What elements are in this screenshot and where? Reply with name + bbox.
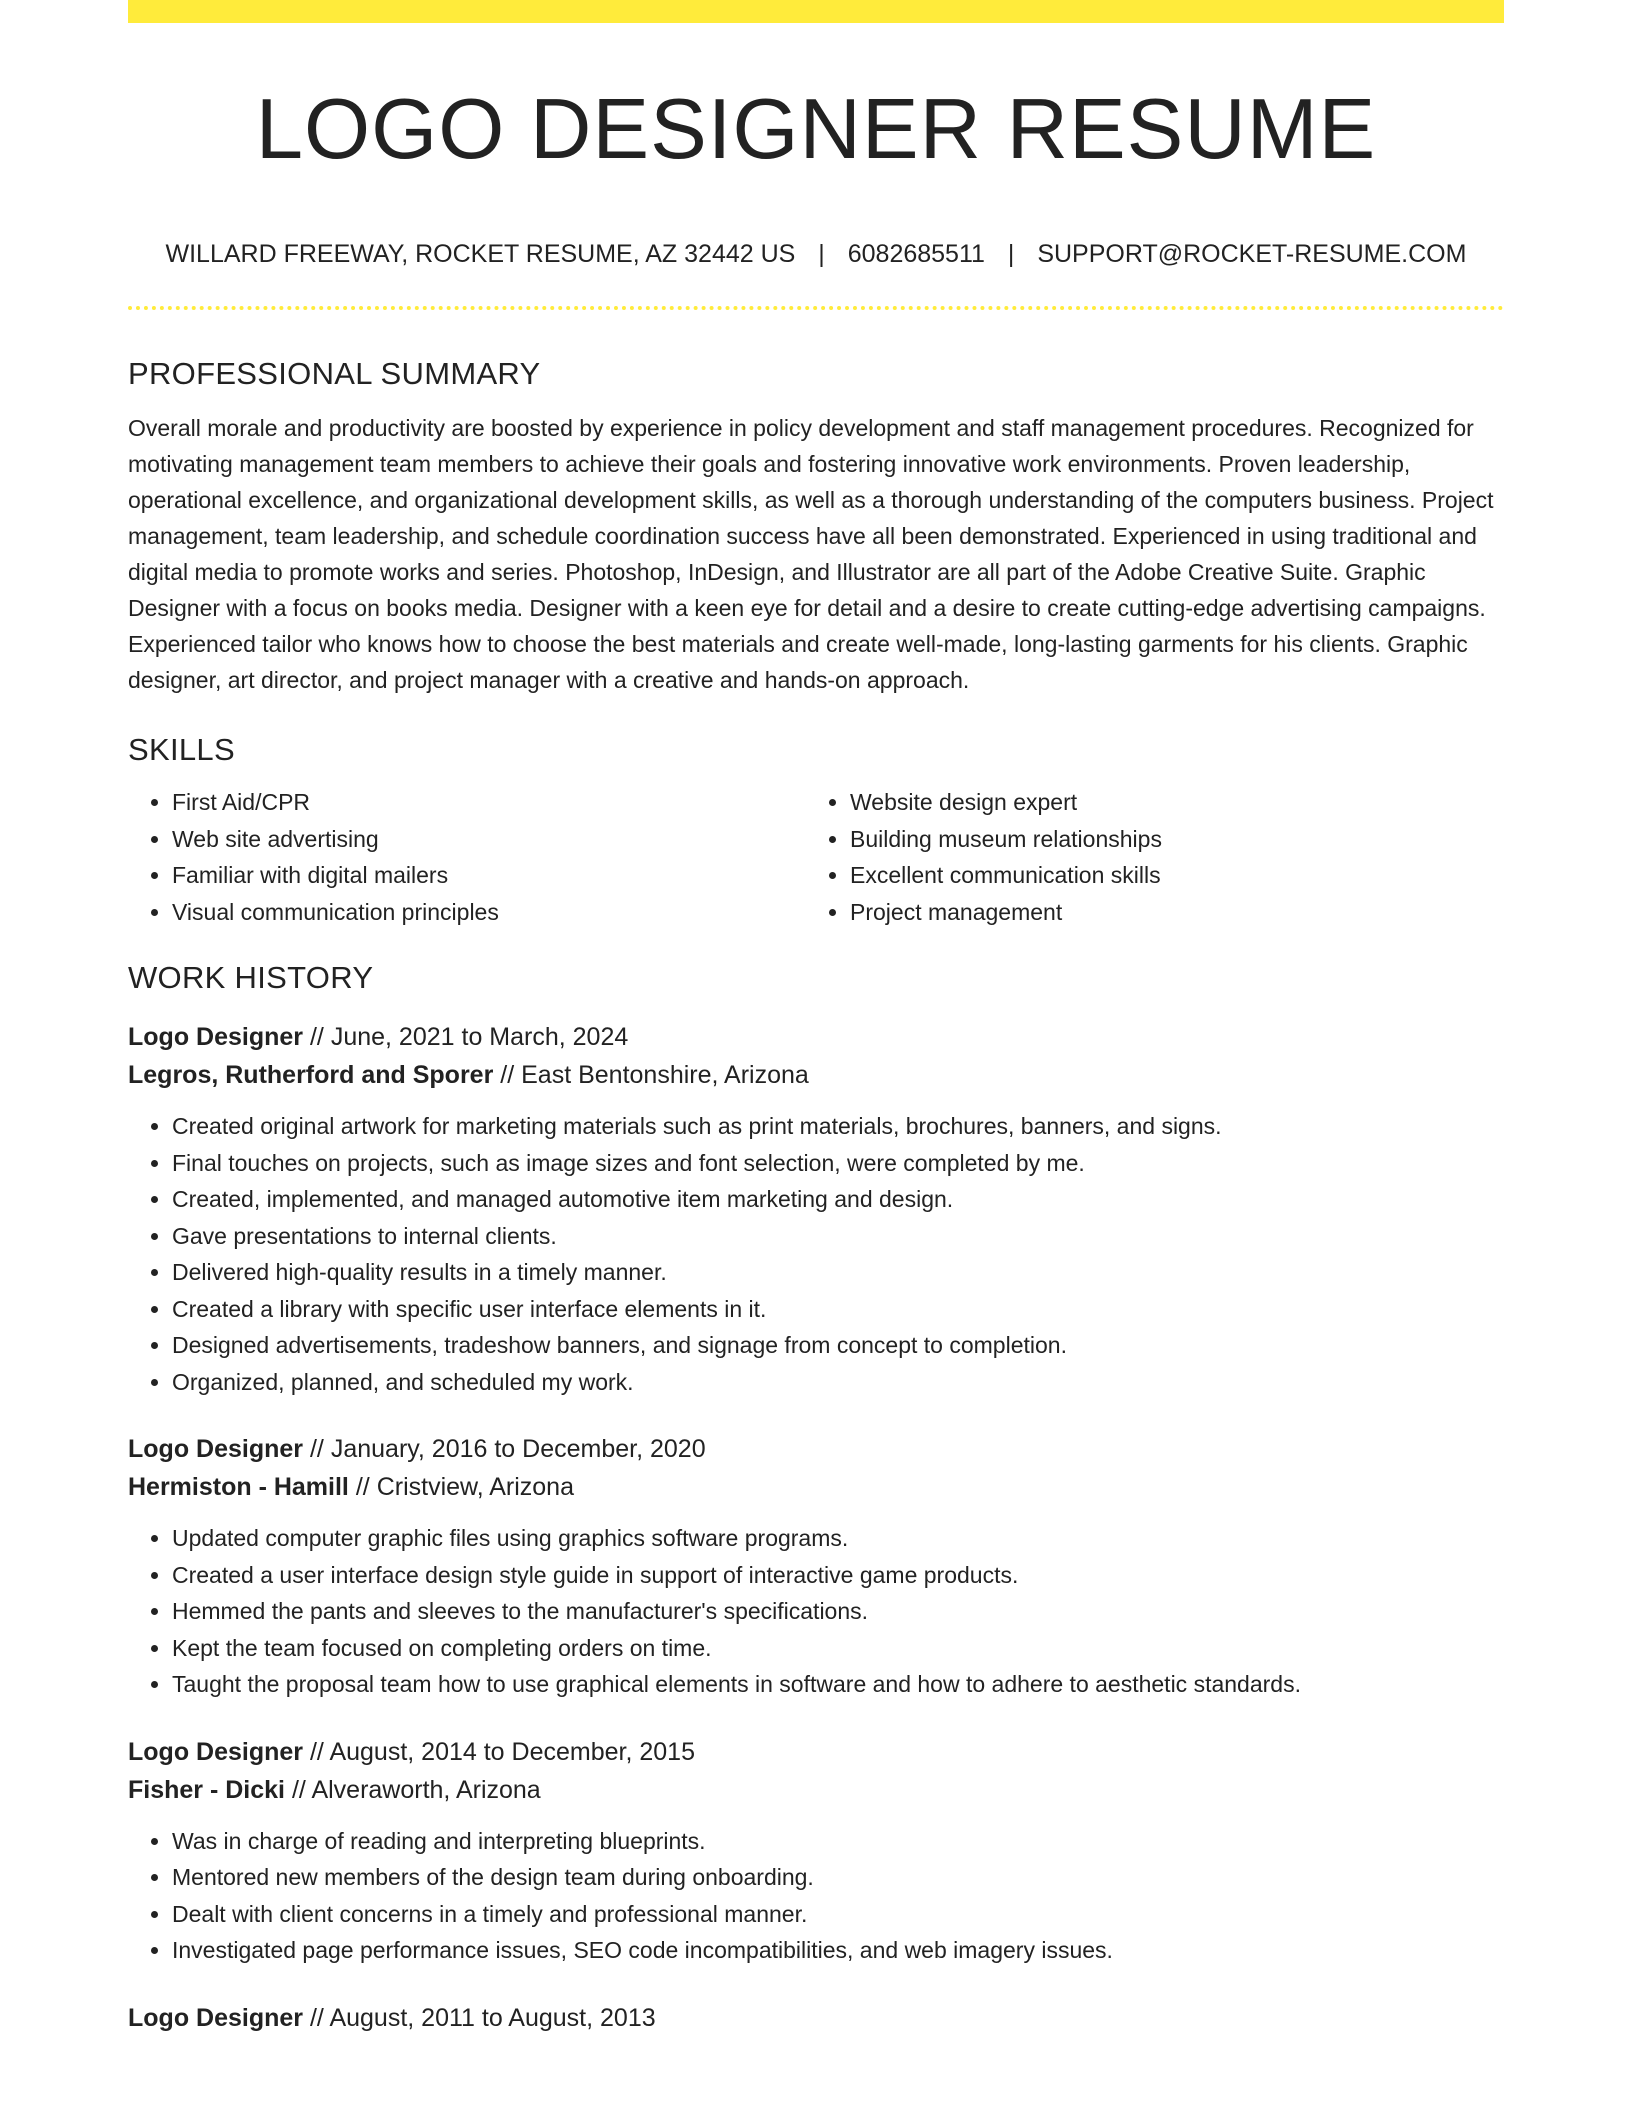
resume-content [128, 352, 1504, 2037]
skill-item: • Building museum relationships [850, 821, 1484, 858]
job-divider: // [309, 1023, 324, 1051]
resume-title: LOGO DESIGNER RESUME [255, 82, 1377, 177]
job-entry [128, 1733, 1504, 1969]
job-location: East Bentonshire, Arizona [521, 1061, 809, 1089]
job-bullet: • Investigated page performance issues, SEO code incompatibilities, and web imagery issues. [172, 1932, 1504, 1969]
job-bullets [128, 1520, 1504, 1703]
job-bullet: • Kept the team focused on completing orders on time. [172, 1630, 1504, 1667]
job-bullet: • Designed advertisements, tradeshow banners, and signage from concept to completion. [172, 1327, 1504, 1364]
job-bullet: • Taught the proposal team how to use graphical elements in software and how to adhere to aesthetic standards. [172, 1666, 1504, 1703]
job-company-line [128, 1771, 1504, 1809]
skill-item: • Web site advertising [172, 821, 806, 858]
job-divider: // [309, 1737, 324, 1766]
contact-phone: 6082685511 [847, 240, 985, 268]
job-bullet: • Organized, planned, and scheduled my work. [172, 1364, 1504, 1401]
job-role: Logo Designer [128, 1023, 304, 1051]
dotted-divider [128, 306, 1504, 310]
contact-email: SUPPORT@ROCKET-RESUME.COM [1037, 240, 1467, 268]
job-bullets [128, 1823, 1504, 1969]
job-role: Logo Designer [128, 1435, 304, 1463]
job-divider: // [500, 1061, 515, 1089]
job-bullet: • Dealt with client concerns in a timely and professional manner. [172, 1896, 1504, 1933]
job-role-line [128, 1733, 1504, 1771]
job-bullet: • Created, implemented, and managed automotive item marketing and design. [172, 1181, 1504, 1218]
skills-heading: SKILLS [128, 732, 235, 767]
job-bullet: • Updated computer graphic files using graphics software programs. [172, 1520, 1504, 1557]
job-bullet: • Was in charge of reading and interpreting blueprints. [172, 1823, 1504, 1860]
job-bullet: • Created a user interface design style guide in support of interactive game products. [172, 1557, 1504, 1594]
contact-line [128, 236, 1504, 272]
job-bullet: • Delivered high-quality results in a timely manner. [172, 1254, 1504, 1291]
job-dates: August, 2014 to December, 2015 [329, 1737, 695, 1766]
job-location: Cristview, Arizona [376, 1473, 574, 1501]
job-entry [128, 1018, 1504, 1400]
job-location: Alveraworth, Arizona [311, 1775, 541, 1804]
job-bullet: • Created original artwork for marketing materials such as print materials, brochures, banners, and signs. [172, 1108, 1504, 1145]
job-bullet: • Mentored new members of the design team during onboarding. [172, 1859, 1504, 1896]
contact-address: WILLARD FREEWAY, ROCKET RESUME, AZ 32442 US [165, 240, 796, 268]
skills-left-column [128, 784, 806, 930]
job-entry [128, 1999, 1504, 2037]
accent-bar [128, 0, 1504, 23]
job-dates: June, 2021 to March, 2024 [330, 1023, 629, 1051]
skill-item: • Familiar with digital mailers [172, 857, 806, 894]
job-entry [128, 1430, 1504, 1703]
skills-right-column [806, 784, 1484, 930]
job-bullet: • Hemmed the pants and sleeves to the manufacturer's specifications. [172, 1593, 1504, 1630]
job-company-line [128, 1468, 1504, 1506]
job-company: Legros, Rutherford and Sporer [128, 1061, 494, 1089]
job-bullet: • Final touches on projects, such as image sizes and font selection, were completed by me. [172, 1145, 1504, 1182]
job-role: Logo Designer [128, 1737, 304, 1766]
skill-item: • Project management [850, 894, 1484, 931]
work-history-heading: WORK HISTORY [128, 960, 374, 995]
skill-item: • Excellent communication skills [850, 857, 1484, 894]
skill-item: • First Aid/CPR [172, 784, 806, 821]
skill-item: • Website design expert [850, 784, 1484, 821]
job-bullet: • Created a library with specific user interface elements in it. [172, 1291, 1504, 1328]
job-dates: August, 2011 to August, 2013 [329, 2003, 656, 2032]
job-divider: // [291, 1775, 306, 1804]
job-role: Logo Designer [128, 2003, 304, 2032]
summary-text: Overall morale and productivity are boosted by experience in policy development and staff management procedures. Recognized for motivating management team members to achieve their goals and fostering innovative work environments. Proven leadership, operational excellence, and organizational development skills, as well as a thorough understanding of the computers business. Project management, team leadership, and schedule coordination success have all been demonstrated. Experienced in using traditional and digital media to promote works and series. Photoshop, InDesign, and Illustrator are all part of the Adobe Creative Suite. Graphic Designer with a focus on books media. Designer with a keen eye for detail and a desire to create cutting-edge advertising campaigns. Experienced tailor who knows how to choose the best materials and create well-made, long-lasting garments for his clients. Graphic designer, art director, and project manager with a creative and hands-on approach. [128, 415, 1494, 693]
skill-item: • Visual communication principles [172, 894, 806, 931]
job-divider: // [309, 1435, 324, 1463]
contact-separator: | [818, 240, 825, 268]
job-company-line [128, 1056, 1504, 1094]
summary-heading: PROFESSIONAL SUMMARY [128, 356, 541, 391]
job-bullets [128, 1108, 1504, 1400]
job-role-line [128, 1430, 1504, 1468]
job-bullet: • Gave presentations to internal clients. [172, 1218, 1504, 1255]
contact-separator: | [1007, 240, 1015, 268]
job-dates: January, 2016 to December, 2020 [330, 1435, 706, 1463]
skills-list [128, 784, 1504, 930]
job-divider: // [355, 1473, 370, 1501]
job-company: Hermiston - Hamill [128, 1473, 349, 1501]
job-divider: // [309, 2003, 324, 2032]
job-role-line [128, 1018, 1504, 1056]
job-company: Fisher - Dicki [128, 1775, 285, 1804]
job-role-line [128, 1999, 1504, 2037]
